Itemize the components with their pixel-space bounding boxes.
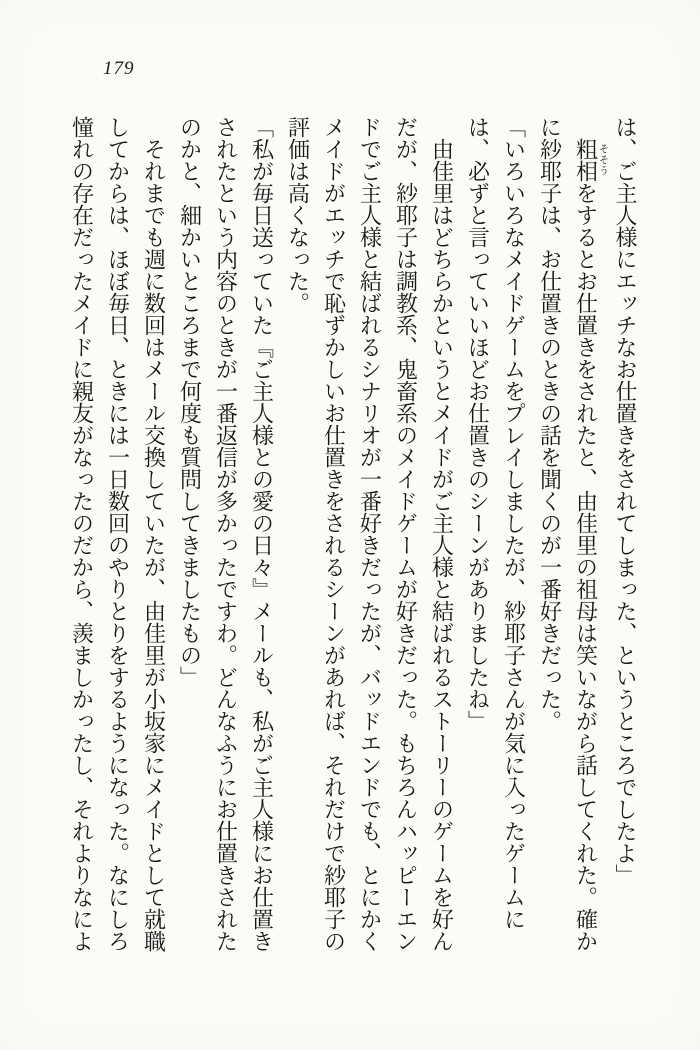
paragraph: 由佳里はどちらかというとメイドがご主人様と結ばれるストーリーのゲームを好んだが、紗耶子は調教系、鬼畜系のメイドゲームが好きだった。もちろんハッピーエンドでご主人様と結ばれるシナリオが一番好きだったが、バッドエンドでも、とにかくメイドがエッチで恥ずかしいお仕置きをされるシーンがあれば、それだけで紗耶子の評価は高くなった。 bbox=[285, 116, 455, 952]
furigana: そそう bbox=[596, 138, 608, 182]
paragraph: それまでも週に数回はメール交換していたが、由佳里が小坂家にメイドとして就職してからは、ほぼ毎日、ときには一日数回のやりとりをするようになった。なにしろ憧れの存在だったメイドに親友がなったのだから、羨ましかったし、それよりなによ bbox=[69, 116, 167, 952]
ruby-annotated-word: 粗相そそう bbox=[573, 138, 608, 182]
paragraph: 「私が毎日送っていた『ご主人様との愛の日々』メールも、私がご主人様にお仕置きされたという内容のときが一番返信が多かったですわ。どんなふうにお仕置きされたのかと、細かいところまで何度も質問してきましたもの」 bbox=[177, 116, 275, 952]
paragraph: は、ご主人様にエッチなお仕置きをされてしまった、というところでしたよ」 bbox=[613, 116, 638, 886]
paragraph: 粗相そそうをするとお仕置きをされたと、由佳里の祖母は笑いながら話してくれた。確かに紗耶子は、お仕置きのときの話を聞くのが一番好きだった。 bbox=[537, 116, 608, 952]
paragraph: 「いろいろなメイドゲームをプレイしましたが、紗耶子さんが気に入ったゲームには、必ずと言っていいほどお仕置きのシーンがありましたね」 bbox=[465, 116, 527, 930]
vertical-text-block bbox=[63, 116, 643, 956]
page-number: 179 bbox=[103, 58, 135, 79]
